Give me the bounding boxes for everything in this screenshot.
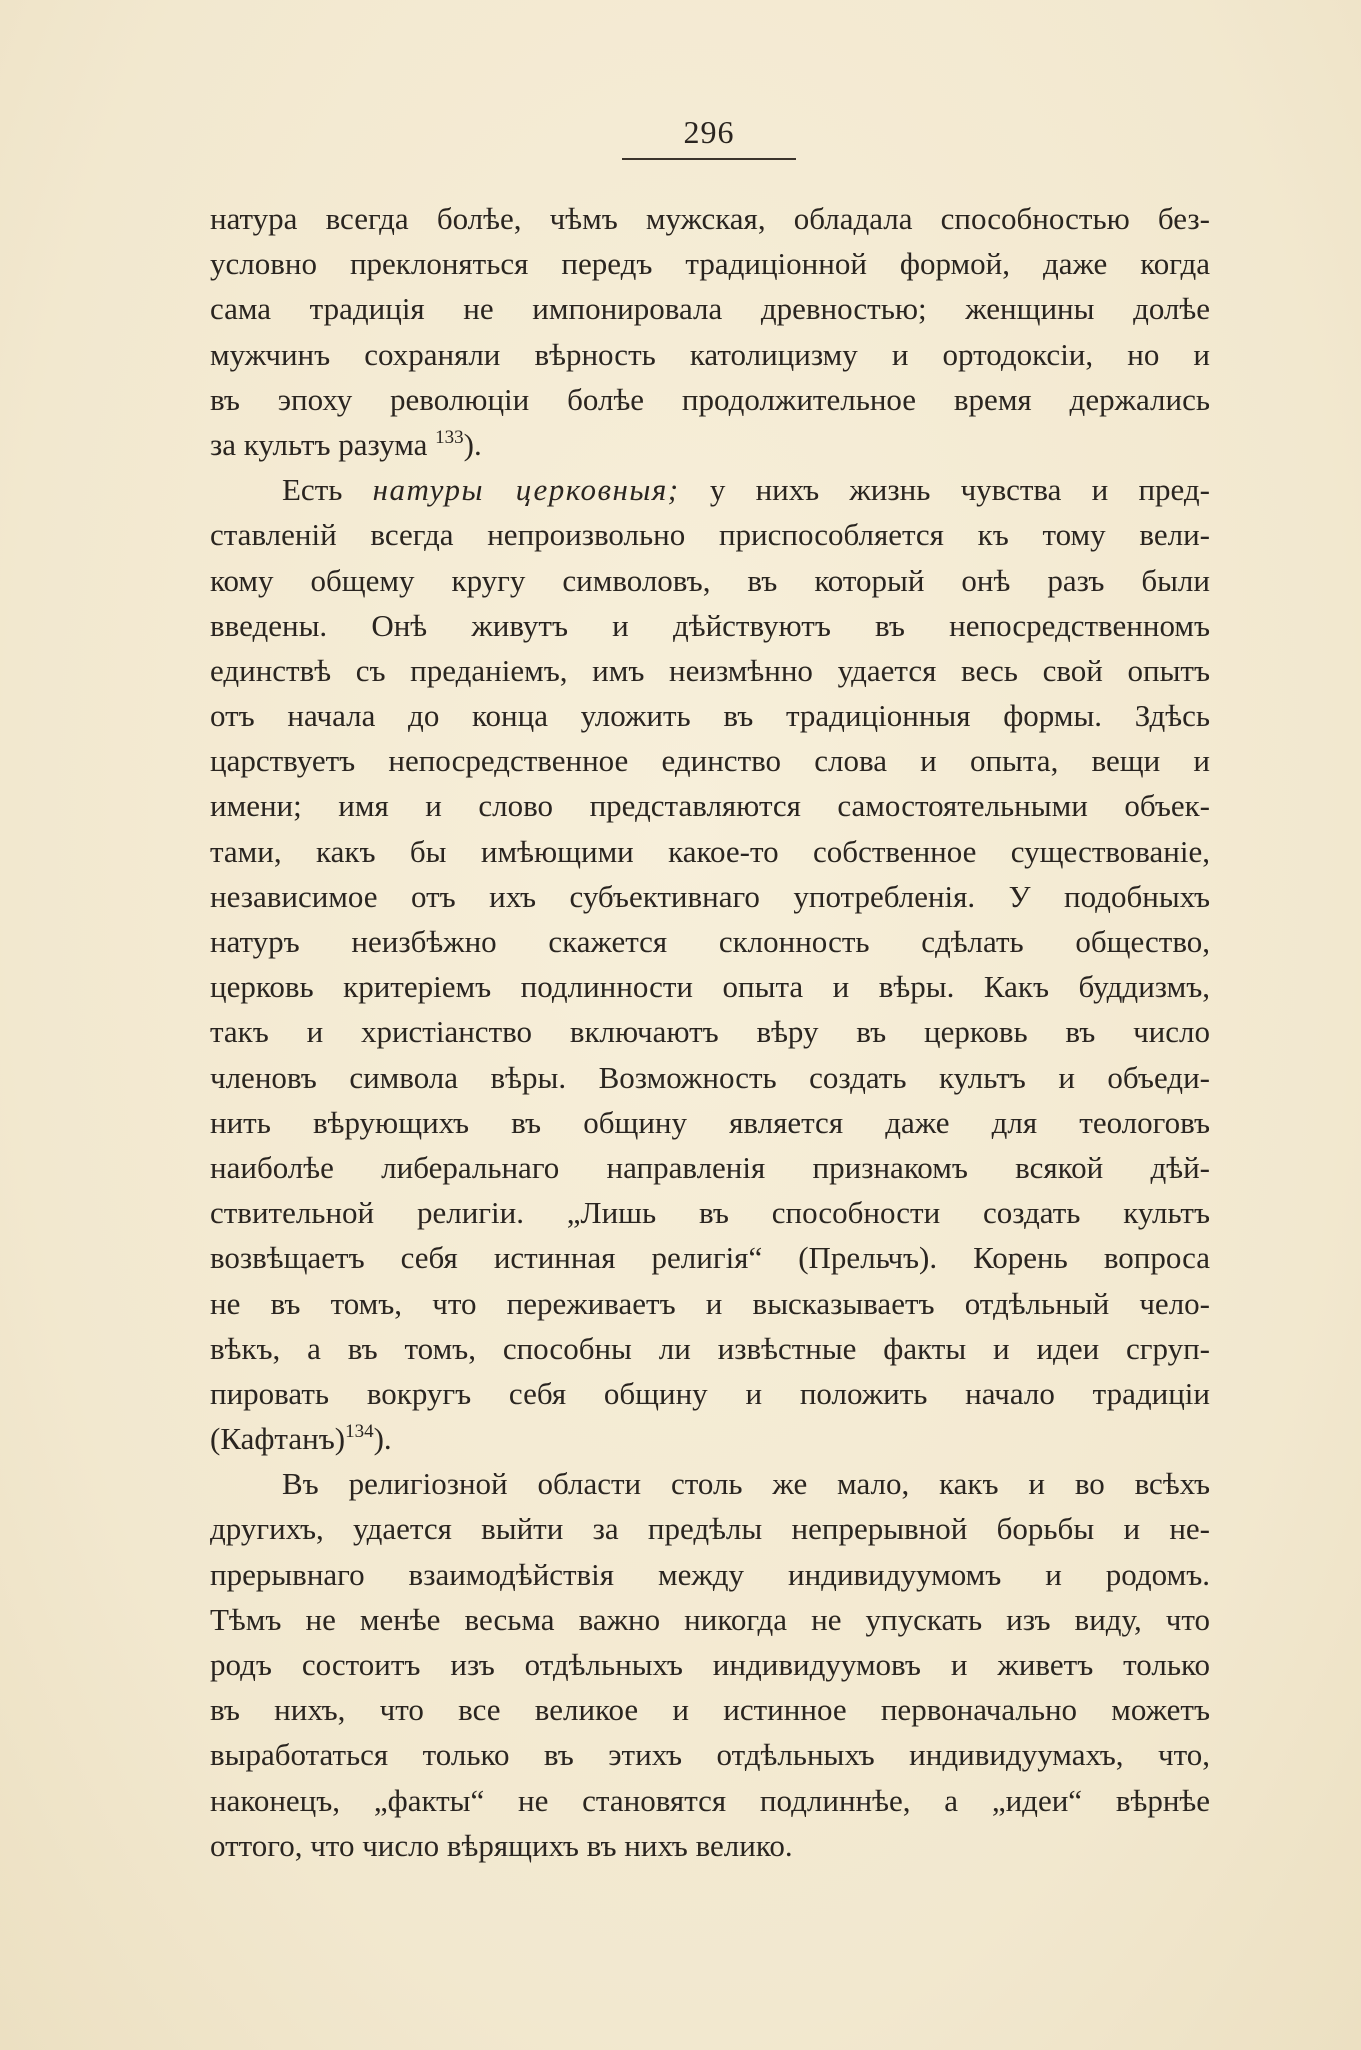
text-line: отъ начала до конца уложить въ традиціонныя формы. Здѣсь: [210, 698, 1210, 734]
text-line: имени; имя и слово представляются самостоятельными объек-: [210, 788, 1210, 824]
text-line: мужчинъ сохраняли вѣрность католицизму и ортодоксіи, но и: [210, 336, 1210, 372]
text-line: оттого, что число вѣрящихъ въ нихъ велико.: [210, 1827, 793, 1863]
footnote-ref-134[interactable]: 134: [345, 1421, 374, 1443]
paragraph-1: [210, 196, 1210, 467]
text-line: въ нихъ, что все великое и истинное первоначально можетъ: [210, 1692, 1210, 1728]
text-line: натура всегда болѣе, чѣмъ мужская, обладала способностью без-: [210, 201, 1210, 236]
text-line: возвѣщаетъ себя истинная религія“ (Прельчъ). Корень вопроса: [210, 1240, 1210, 1276]
text-line: натуръ неизбѣжно скажется склонность сдѣлать общество,: [210, 924, 1210, 959]
text-line: Въ религіозной области столь же мало, какъ и во всѣхъ: [282, 1466, 1210, 1502]
text-line: царствуетъ непосредственное единство слова и опыта, вещи и: [210, 743, 1210, 779]
text-line: вѣкъ, а въ томъ, способны ли извѣстные факты и идеи сгруп-: [210, 1330, 1210, 1366]
text-line: ствительной религіи. „Лишь въ способности создать культъ: [210, 1195, 1210, 1231]
text-line: выработаться только въ этихъ отдѣльныхъ индивидуумахъ, что,: [210, 1737, 1210, 1773]
text-line: [210, 1416, 1210, 1461]
text-line: единствѣ съ преданіемъ, имъ неизмѣнно удается весь свой опытъ: [210, 652, 1210, 688]
footnote-ref-133[interactable]: 133: [435, 426, 464, 448]
page-header: [622, 112, 796, 160]
text-line: наиболѣе либеральнаго направленія признакомъ всякой дѣй-: [210, 1149, 1210, 1185]
line-rest: у нихъ жизнь чувства и пред-: [709, 472, 1210, 508]
text-line: наконецъ, „факты“ не становятся подлиннѣе, а „идеи“ вѣрнѣе: [210, 1782, 1210, 1818]
line-tail: ).: [373, 1421, 392, 1457]
text-line: такъ и христіанство включаютъ вѣру въ церковь въ число: [210, 1014, 1210, 1050]
text-line: пировать вокругъ себя общину и положить начало традиціи: [210, 1375, 1210, 1411]
text-line: церковь критеріемъ подлинности опыта и вѣры. Какъ буддизмъ,: [210, 969, 1210, 1005]
text-line: [210, 467, 1210, 512]
body-text: [210, 196, 1210, 1868]
text-line: условно преклоняться передъ традиціонной формой, даже когда: [210, 246, 1210, 282]
text-line: [210, 422, 1210, 467]
text-line: прерывнаго взаимодѣйствія между индивидуумомъ и родомъ.: [210, 1556, 1210, 1592]
text-line: Тѣмъ не менѣе весьма важно никогда не упускать изъ виду, что: [210, 1601, 1210, 1637]
text-line: введены. Онѣ живутъ и дѣйствуютъ въ непосредственномъ: [210, 607, 1210, 643]
page-number: 296: [683, 114, 735, 150]
paragraph-2: [210, 467, 1210, 1461]
text-line: независимое отъ ихъ субъективнаго употребленія. У подобныхъ: [210, 878, 1210, 914]
text-line: нить вѣрующихъ въ общину является даже для теологовъ: [210, 1104, 1210, 1140]
emphasis-text: натуры церковныя;: [372, 472, 680, 508]
line-text: за культъ разума: [210, 426, 428, 462]
text-line: ставленій всегда непроизвольно приспособляется къ тому вели-: [210, 517, 1210, 553]
paragraph-3: [210, 1461, 1210, 1868]
text-line: кому общему кругу символовъ, въ который онѣ разъ были: [210, 562, 1210, 598]
line-text: (Кафтанъ): [210, 1421, 346, 1457]
header-rule: [622, 158, 796, 160]
text-line: въ эпоху революціи болѣе продолжительное время держались: [210, 381, 1210, 417]
text-line: тами, какъ бы имѣющими какое-то собственное существованіе,: [210, 833, 1210, 869]
text-line: родъ состоитъ изъ отдѣльныхъ индивидуумовъ и живетъ только: [210, 1647, 1210, 1682]
text-line: другихъ, удается выйти за предѣлы непрерывной борьбы и не-: [210, 1511, 1210, 1547]
text-line: членовъ символа вѣры. Возможность создать культъ и объеди-: [210, 1059, 1210, 1095]
line-lead: Есть: [282, 472, 343, 508]
line-tail: ).: [463, 426, 482, 462]
text-line: не въ томъ, что переживаетъ и высказываетъ отдѣльный чело-: [210, 1285, 1210, 1321]
text-line: сама традиція не импонировала древностью; женщины долѣе: [210, 291, 1210, 327]
